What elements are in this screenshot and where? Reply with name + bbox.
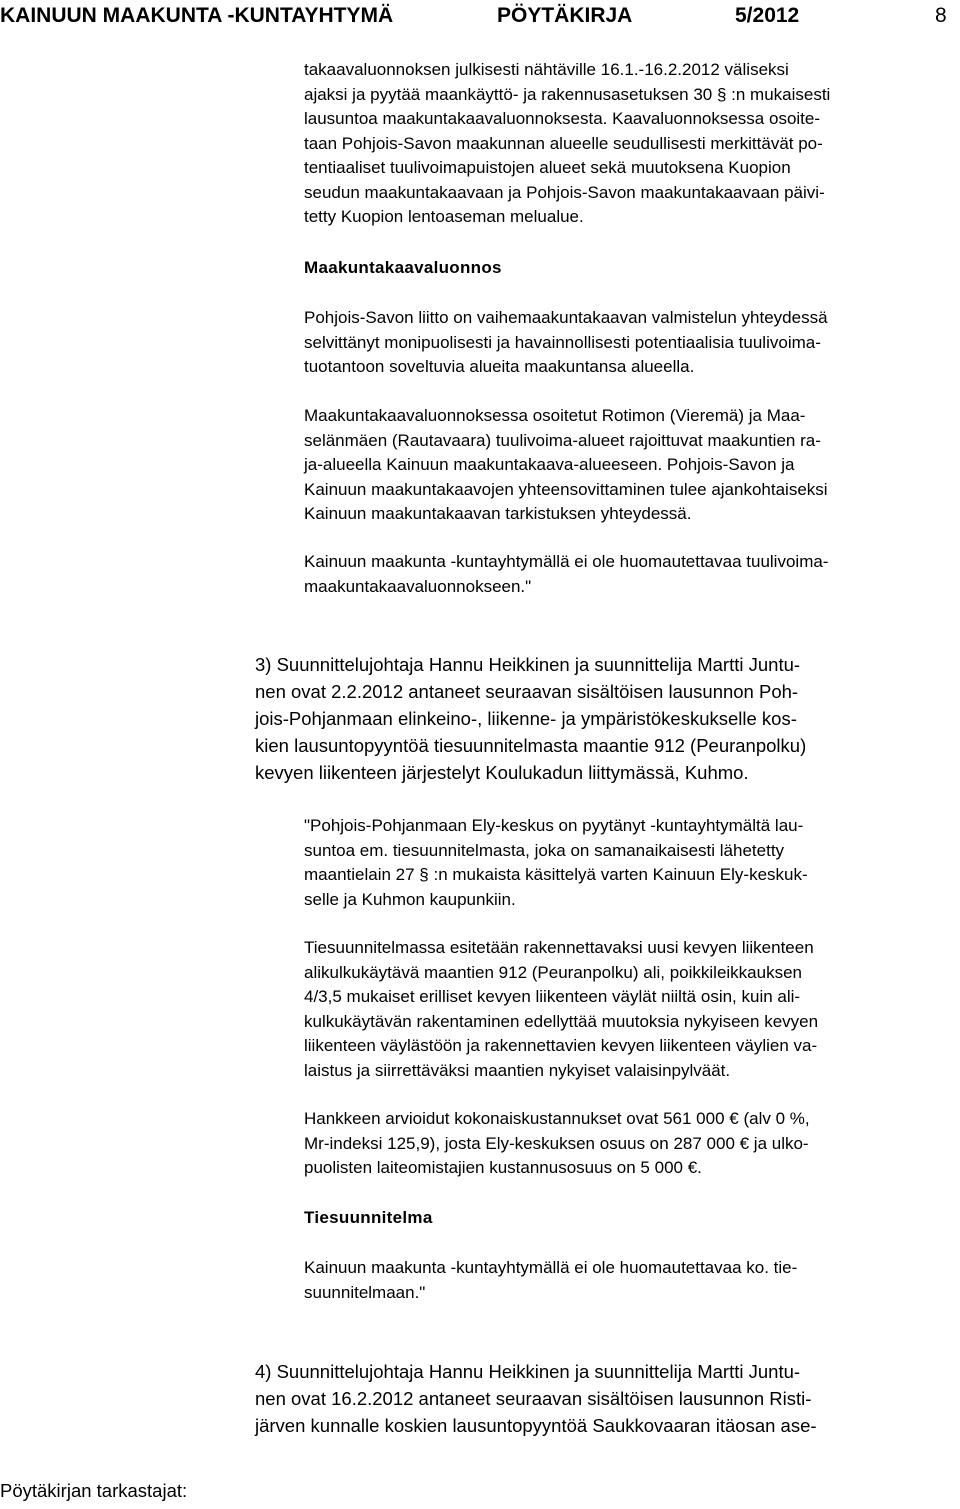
text-line: jois-Pohjanmaan elinkeino-, liikenne- ja ympäristökeskukselle kos- [255, 708, 797, 729]
footer-inspectors-label: Pöytäkirjan tarkastajat: [0, 1480, 188, 1501]
text-line: puolisten laiteomistajien kustannusosuus on 5 000 €. [304, 1158, 702, 1177]
text-line: liikenteen väylästöön ja rakennettavien kevyen liikenteen väylien va- [304, 1036, 818, 1055]
text-line: tetty Kuopion lentoaseman melualue. [304, 207, 584, 226]
text-line: 4/3,5 mukaiset erilliset kevyen liikenteen väylät niiltä osin, kuin ali- [304, 987, 801, 1006]
text-line: alikulkukäytävä maantien 912 (Peuranpolku) ali, poikkileikkauksen [304, 962, 802, 982]
paragraph-ely-keskus [304, 814, 956, 912]
text-line: maantielain 27 § :n mukaista käsittelyä varten Kainuun Ely-keskuk- [304, 865, 808, 884]
text-line: 4) Suunnittelujohtaja Hannu Heikkinen ja suunnittelija Martti Juntu- [255, 1361, 801, 1382]
section-heading-tiesuunnitelma: Tiesuunnitelma [304, 1208, 433, 1227]
page-header [0, 0, 960, 32]
text-line: tentiaaliset tuulivoimapuistojen alueet sekä muutoksena Kuopion [304, 158, 791, 177]
text-line: 3) Suunnittelujohtaja Hannu Heikkinen ja suunnittelija Martti Juntu- [255, 654, 801, 675]
text-line: kevyen liikenteen järjestelyt Koulukadun liittymässä, Kuhmo. [255, 762, 749, 783]
text-line: kulkukäytävän rakentaminen edellyttää muutoksia nykyiseen kevyen [304, 1011, 819, 1031]
text-line: selvittänyt monipuolisesti ja havainnollisesti potentiaalisia tuulivoima- [304, 332, 821, 352]
text-line: suntoa em. tiesuunnitelmasta, joka on samanaikaisesti lähetetty [304, 840, 785, 860]
section-heading-maakuntakaavaluonnos: Maakuntakaavaluonnos [304, 258, 502, 277]
text-line: järven kunnalle koskien lausuntopyyntöä Saukkovaaran itäosan ase- [255, 1415, 817, 1436]
text-line: selle ja Kuhmon kaupunkiin. [304, 889, 516, 909]
text-line: taan Pohjois-Savon maakunnan alueelle seudullisesti merkittävät po- [304, 133, 823, 153]
paragraph-tiesuunnitelmassa [304, 936, 956, 1083]
text-line: kien lausuntopyyntöä tiesuunnitelmasta maantie 912 (Peuranpolku) [255, 735, 807, 756]
text-line: Maakuntakaavaluonnoksessa osoitetut Rotimon (Vieremä) ja Maa- [304, 406, 806, 425]
text-line: ja-alueella Kainuun maakuntakaava-alueeseen. Pohjois-Savon ja [304, 455, 795, 474]
paragraph-item-3 [255, 651, 955, 786]
text-line: seudun maakuntakaavaan ja Pohjois-Savon maakuntakaavaan päivi- [304, 182, 825, 202]
text-line: takaavaluonnoksen julkisesti nähtäville 16.1.-16.2.2012 väliseksi [304, 60, 789, 79]
text-line: laistus ja siirrettäväksi maantien nykyiset valaisinpylväät. [304, 1060, 731, 1080]
page-number: 8 [935, 4, 947, 27]
paragraph-rotimon-maaselanmaen [304, 404, 956, 527]
text-line: "Pohjois-Pohjanmaan Ely-keskus on pyytänyt -kuntayhtymältä lau- [304, 816, 804, 835]
text-line: ajaksi ja pyytää maankäyttö- ja rakennusasetuksen 30 § :n mukaisesti [304, 84, 831, 104]
text-line: suunnitelmaan." [304, 1282, 426, 1302]
text-line: maakuntakaavaluonnokseen." [304, 576, 532, 596]
text-line: Kainuun maakuntakaavan tarkistuksen yhteydessä. [304, 504, 692, 523]
text-line: selänmäen (Rautavaara) tuulivoima-alueet rajoittuvat maakuntien ra- [304, 430, 821, 450]
meeting-number: 5/2012 [735, 4, 800, 27]
paragraph-ei-huomautettavaa-2 [304, 1256, 956, 1305]
text-line: Mr-indeksi 125,9), josta Ely-keskuksen osuus on 287 000 € ja ulko- [304, 1133, 809, 1153]
paragraph-ei-huomautettavaa-1 [304, 550, 956, 599]
paragraph-kustannukset [304, 1107, 956, 1181]
text-line: Kainuun maakuntakaavojen yhteensovittaminen tulee ajankohtaiseksi [304, 479, 828, 499]
text-line: Kainuun maakunta -kuntayhtymällä ei ole huomautettavaa ko. tie- [304, 1258, 798, 1277]
text-line: Pohjois-Savon liitto on vaihemaakuntakaavan valmistelun yhteydessä [304, 308, 828, 327]
text-line: Hankkeen arvioidut kokonaiskustannukset ovat 561 000 € (alv 0 %, [304, 1109, 810, 1128]
text-line: nen ovat 2.2.2012 antaneet seuraavan sisältöisen lausunnon Poh- [255, 681, 799, 702]
paragraph-item-4 [255, 1358, 955, 1439]
text-line: Tiesuunnitelmassa esitetään rakennettavaksi uusi kevyen liikenteen [304, 938, 814, 957]
paragraph-pohjois-savon-liitto [304, 306, 956, 380]
organization-name: KAINUUN MAAKUNTA -KUNTAYHTYMÄ [0, 4, 394, 27]
paragraph-kaavaluonnos [304, 58, 956, 230]
text-line: Kainuun maakunta -kuntayhtymällä ei ole huomautettavaa tuulivoima- [304, 552, 829, 571]
text-line: tuotantoon soveltuvia alueita maakuntansa alueella. [304, 357, 695, 376]
text-line: nen ovat 16.2.2012 antaneet seuraavan sisältöisen lausunnon Risti- [255, 1388, 812, 1409]
document-type: PÖYTÄKIRJA [497, 4, 633, 27]
text-line: lausuntoa maakuntakaavaluonnoksesta. Kaavaluonnoksessa osoite- [304, 109, 821, 128]
